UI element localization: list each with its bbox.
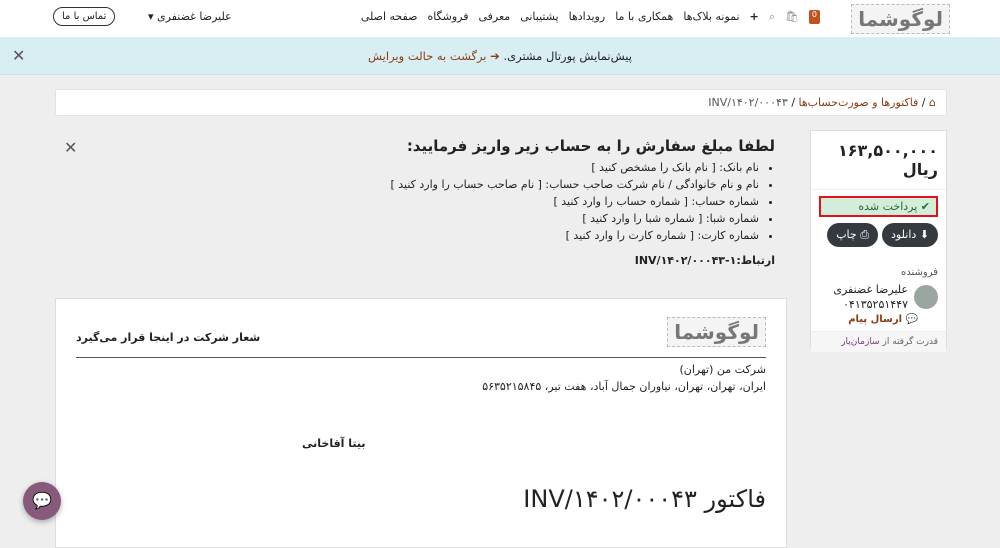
home-icon[interactable]: ⌂ [929,96,936,109]
company-slogan: شعار شرکت در اینجا قرار می‌گیرد [76,331,261,344]
payment-line: • شماره کارت: [ شماره کارت را وارد کنید ] [390,227,759,244]
back-to-edit-link[interactable]: ➔ برگشت به حالت ویرایش [368,49,500,63]
chat-icon: 💬 [32,491,52,510]
payment-title: لطفا مبلغ سفارش را به حساب زیر واریز فرمایید: [406,137,775,155]
live-chat-button[interactable] [23,482,61,520]
site-logo[interactable]: لوگوشما [851,4,950,34]
print-icon: ⎙ [860,228,870,241]
payment-line: • شماره شبا: [ شماره شبا را وارد کنید ] [390,210,759,227]
user-name: علیرضا غضنفری [157,10,232,23]
cart-icon[interactable]: 🛍 [784,10,799,23]
customer-name: بیتا آقاخانی [302,437,366,450]
download-icon: ⬇ [919,228,929,241]
cart-count-badge: 0 [809,10,820,24]
invoice-amount: ۱۶۳,۵۰۰,۰۰۰ ریال [811,131,946,190]
menu-events[interactable]: رویدادها [568,10,606,23]
breadcrumb: ⌂ / فاکتورها و صورت‌حساب‌ها / INV/۱۴۰۲/۰۰۰۴۳ [55,89,947,116]
search-icon[interactable]: ⌕ [768,10,775,23]
preview-banner [0,37,1000,75]
payment-reference: ارتباط:INV/۱۴۰۲/۰۰۰۴۳-۱ [634,254,775,267]
print-label: چاپ [836,228,857,241]
close-icon[interactable]: ✕ [64,138,78,157]
send-message-label: ارسال پیام [848,314,903,325]
download-button[interactable] [882,223,938,247]
download-label: دانلود [891,228,917,241]
payment-line: • شماره حساب: [ شماره حساب را وارد کنید ] [390,193,759,210]
invoice-document [55,298,787,548]
seller-avatar [914,285,938,309]
menu-support[interactable]: پشتیبانی [520,10,559,23]
main-menu [361,10,820,24]
paid-status-badge [819,196,938,217]
check-circle-icon: ✔ [920,200,930,213]
add-icon[interactable]: + [749,10,759,23]
powered-by [811,331,946,352]
payment-line: • نام و نام خانوادگی / نام شرکت صاحب حساب: [ نام صاحب حساب را وارد کنید ] [390,176,759,193]
banner-text: پیش‌نمایش پورتال مشتری. [503,49,632,63]
contact-button[interactable]: تماس با ما [53,7,115,26]
menu-home[interactable]: صفحه اصلی [360,10,418,23]
payment-line: • نام بانک: [ نام بانک را مشخص کنید ] [390,159,759,176]
document-logo: لوگوشما [667,317,766,347]
user-menu[interactable]: علیرضا غضنفری ▾ [148,10,232,23]
breadcrumb-current: INV/۱۴۰۲/۰۰۰۴۳ [708,96,788,109]
top-navbar [0,0,1000,37]
seller-label: فروشنده [900,267,938,278]
company-name: شرکت من (تهران) [679,363,766,376]
menu-partner[interactable]: همکاری با ما [615,10,674,23]
close-banner-icon[interactable]: ✕ [12,46,26,65]
company-address: ایران، تهران، تهران، نیاوران جمال آباد، هفت تیر، ۵۶۳۵۲۱۵۸۴۵ [482,380,766,393]
invoice-sidebar [810,130,947,348]
breadcrumb-invoices[interactable]: فاکتورها و صورت‌حساب‌ها [798,96,919,109]
menu-shop[interactable]: فروشگاه [427,10,469,23]
powered-label: قدرت گرفته از [882,337,938,347]
menu-about[interactable]: معرفی [478,10,511,23]
invoice-title: فاکتور INV/۱۴۰۲/۰۰۰۴۳ [523,485,766,513]
status-text: پرداخت شده [858,200,918,213]
print-button[interactable] [827,223,878,247]
back-to-edit-label: برگشت به حالت ویرایش [368,49,487,63]
seller-phone: ۰۴۱۳۵۲۵۱۴۴۷ [843,298,908,311]
menu-blocks[interactable]: نمونه بلاک‌ها [683,10,740,23]
seller-name: علیرضا غضنفری [833,283,908,296]
payment-instructions [390,138,775,269]
header-divider [76,357,766,358]
send-message-link[interactable]: 💬 ارسال پیام [848,314,918,325]
powered-brand[interactable]: سازمان‌یار [841,337,880,347]
